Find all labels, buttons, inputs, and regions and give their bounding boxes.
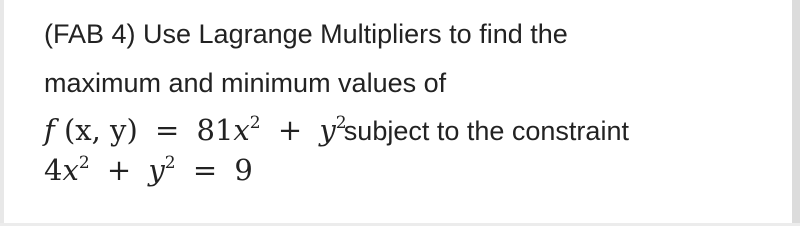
objective-line (44, 108, 784, 154)
problem-line-2: maximum and minimum values of (44, 68, 447, 98)
variable-y: y (319, 113, 336, 147)
constraint-equation (44, 153, 253, 187)
left-border (0, 0, 4, 226)
bottom-border (0, 223, 800, 226)
coefficient-81: 81 (196, 113, 234, 147)
objective-function (44, 113, 356, 147)
exponent: 2 (78, 153, 90, 173)
exponent: 2 (335, 113, 347, 133)
right-border (792, 0, 800, 226)
exponent: 2 (164, 153, 176, 173)
equals-sign: = (154, 113, 180, 147)
exponent: 2 (249, 113, 261, 133)
plus-sign: + (277, 113, 303, 147)
function-name: f (44, 113, 55, 147)
function-args: (x, y) (63, 113, 138, 147)
variable-x: x (233, 113, 250, 147)
variable-x: x (62, 153, 79, 187)
variable-y: y (148, 153, 165, 187)
constraint-intro-text: subject to the constraint (343, 116, 629, 146)
problem-line-1: (FAB 4) Use Lagrange Multipliers to find the (44, 19, 568, 49)
problem-statement (44, 10, 784, 191)
coefficient-4: 4 (44, 153, 63, 187)
plus-sign: + (106, 153, 132, 187)
constraint-line (44, 150, 784, 191)
constraint-rhs: 9 (234, 153, 253, 187)
equals-sign: = (192, 153, 218, 187)
